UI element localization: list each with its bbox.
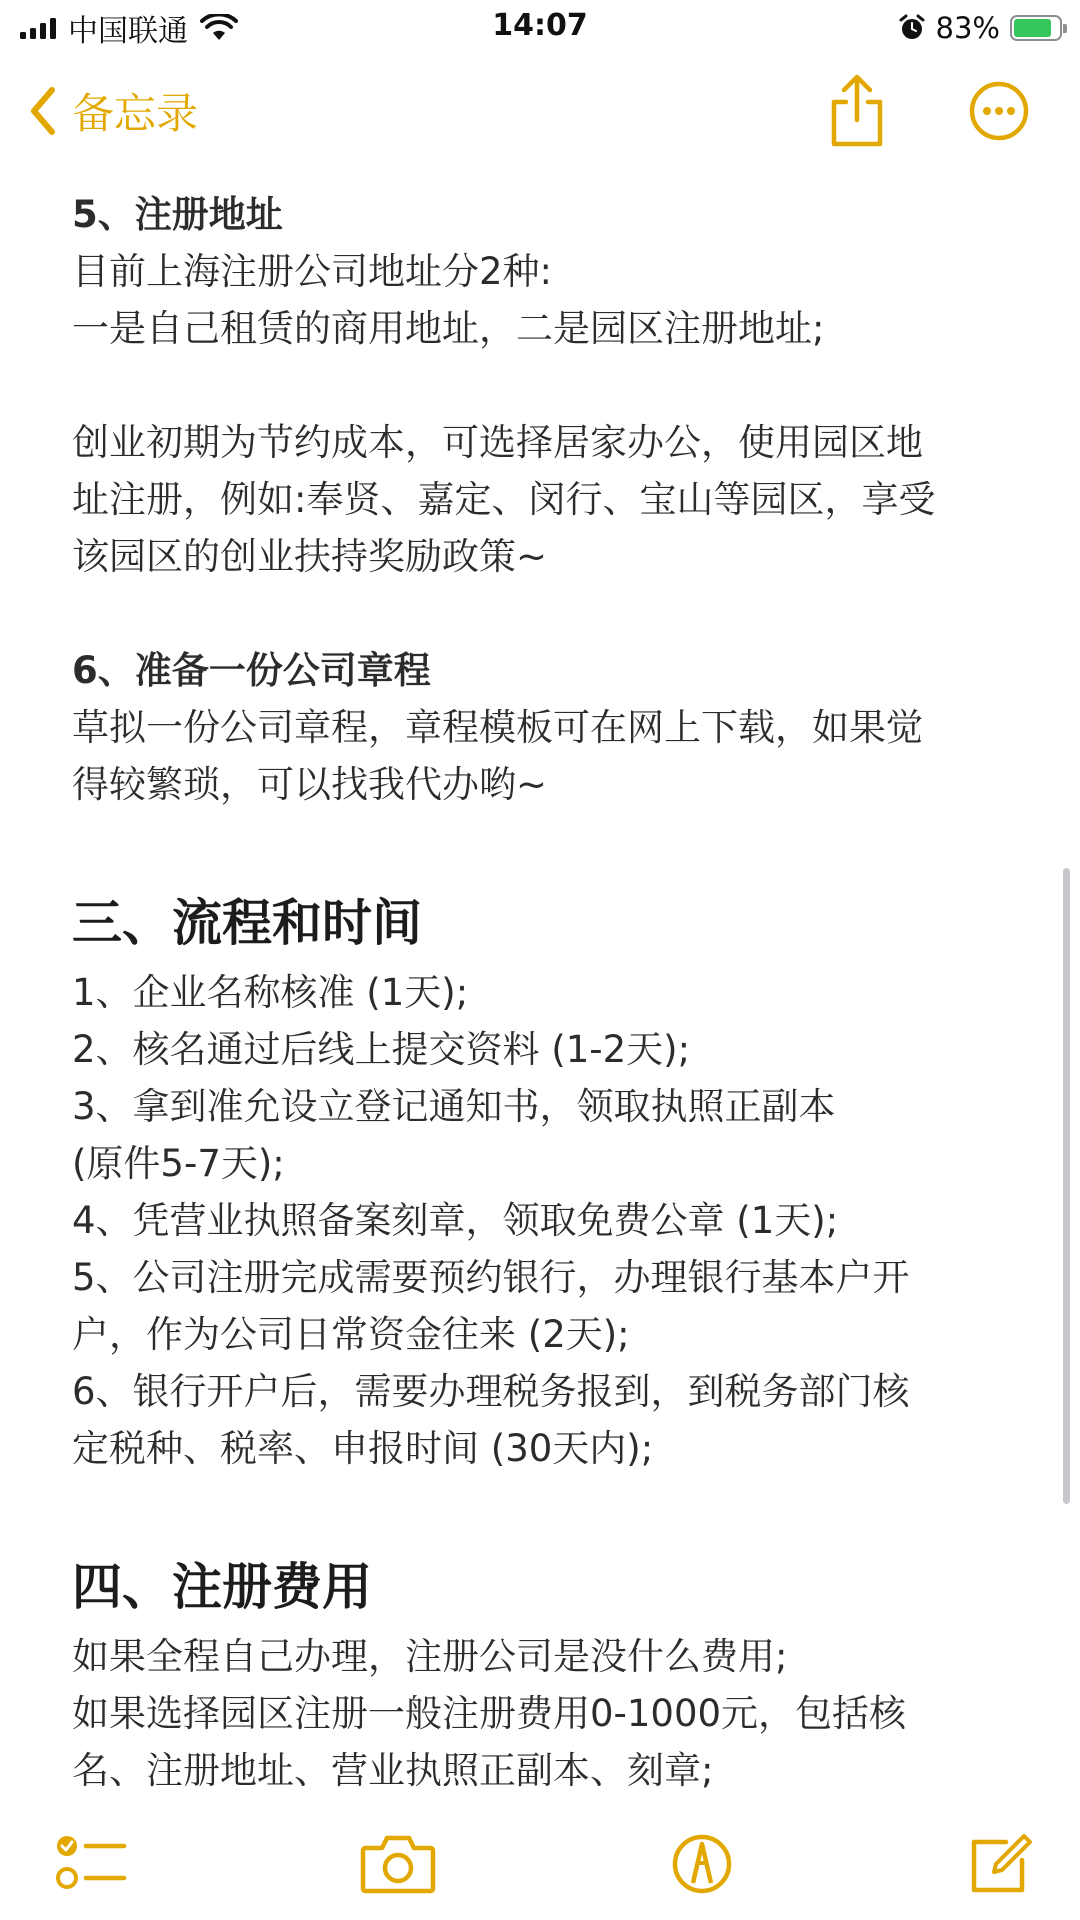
note-line: 5、公司注册完成需要预约银行，办理银行基本户开 [72, 1256, 910, 1299]
note-body[interactable] [72, 186, 1022, 1799]
note-line: 如果选择园区注册一般注册费用0-1000元，包括核 [72, 1692, 907, 1735]
more-button[interactable] [968, 80, 1030, 142]
section-title-process: 三、流程和时间 [72, 894, 422, 952]
note-line: 目前上海注册公司地址分2种: [72, 250, 553, 293]
note-line: 4、凭营业执照备案刻章，领取免费公章 (1天); [72, 1199, 839, 1242]
back-button-label: 备忘录 [72, 89, 199, 138]
note-line: 定税种、税率、申报时间 (30天内); [72, 1427, 654, 1470]
note-line: 一是自己租赁的商用地址，二是园区注册地址; [72, 307, 825, 350]
battery-icon [1010, 15, 1062, 41]
checklist-button[interactable] [54, 1828, 134, 1898]
note-line: 2、核名通过后线上提交资料 (1-2天); [72, 1028, 691, 1071]
blank-line [72, 1477, 1022, 1534]
blank-line [72, 585, 1022, 642]
bottom-toolbar [0, 1810, 1080, 1920]
status-right [898, 8, 1062, 48]
compose-icon [962, 1828, 1042, 1898]
heading-articles-of-association: 6、准备一份公司章程 [72, 649, 431, 692]
camera-icon [358, 1828, 438, 1898]
note-line: (原件5-7天); [72, 1142, 285, 1185]
note-line: 得较繁琐，可以找我代办哟~ [72, 763, 548, 806]
alarm-icon [898, 14, 926, 42]
compose-button[interactable] [962, 1828, 1042, 1898]
share-icon [824, 72, 890, 150]
note-line: 该园区的创业扶持奖励政策~ [72, 535, 548, 578]
back-button[interactable] [28, 80, 198, 142]
share-button[interactable] [824, 72, 890, 150]
blank-line [72, 357, 1022, 414]
note-line: 名、注册地址、营业执照正副本、刻章; [72, 1749, 714, 1792]
heading-registered-address: 5、注册地址 [72, 193, 283, 236]
note-line: 址注册，例如:奉贤、嘉定、闵行、宝山等园区，享受 [72, 478, 936, 521]
blank-line [72, 813, 1022, 870]
note-line: 户，作为公司日常资金往来 (2天); [72, 1313, 630, 1356]
battery-percent: 83% [935, 11, 1000, 45]
markup-icon [662, 1828, 742, 1898]
carrier-name: 中国联通 [68, 14, 188, 49]
status-time: 14:07 [492, 8, 588, 43]
note-line: 创业初期为节约成本，可选择居家办公，使用园区地 [72, 421, 923, 464]
status-bar [0, 0, 1080, 56]
checklist-icon [54, 1828, 134, 1898]
section-title-fees: 四、注册费用 [72, 1558, 372, 1616]
chevron-left-icon [28, 86, 58, 136]
navigation-bar [0, 56, 1080, 166]
note-line: 1、企业名称核准 (1天); [72, 971, 469, 1014]
note-line: 3、拿到准允设立登记通知书，领取执照正副本 [72, 1085, 836, 1128]
battery-level-fill [1014, 19, 1051, 37]
camera-button[interactable] [358, 1828, 438, 1898]
note-line: 如果全程自己办理，注册公司是没什么费用; [72, 1635, 788, 1678]
note-line: 6、银行开户后，需要办理税务报到，到税务部门核 [72, 1370, 910, 1413]
markup-button[interactable] [662, 1828, 742, 1898]
note-line: 草拟一份公司章程，章程模板可在网上下载，如果觉 [72, 706, 923, 749]
scroll-indicator[interactable] [1063, 868, 1070, 1504]
more-icon [968, 80, 1030, 142]
